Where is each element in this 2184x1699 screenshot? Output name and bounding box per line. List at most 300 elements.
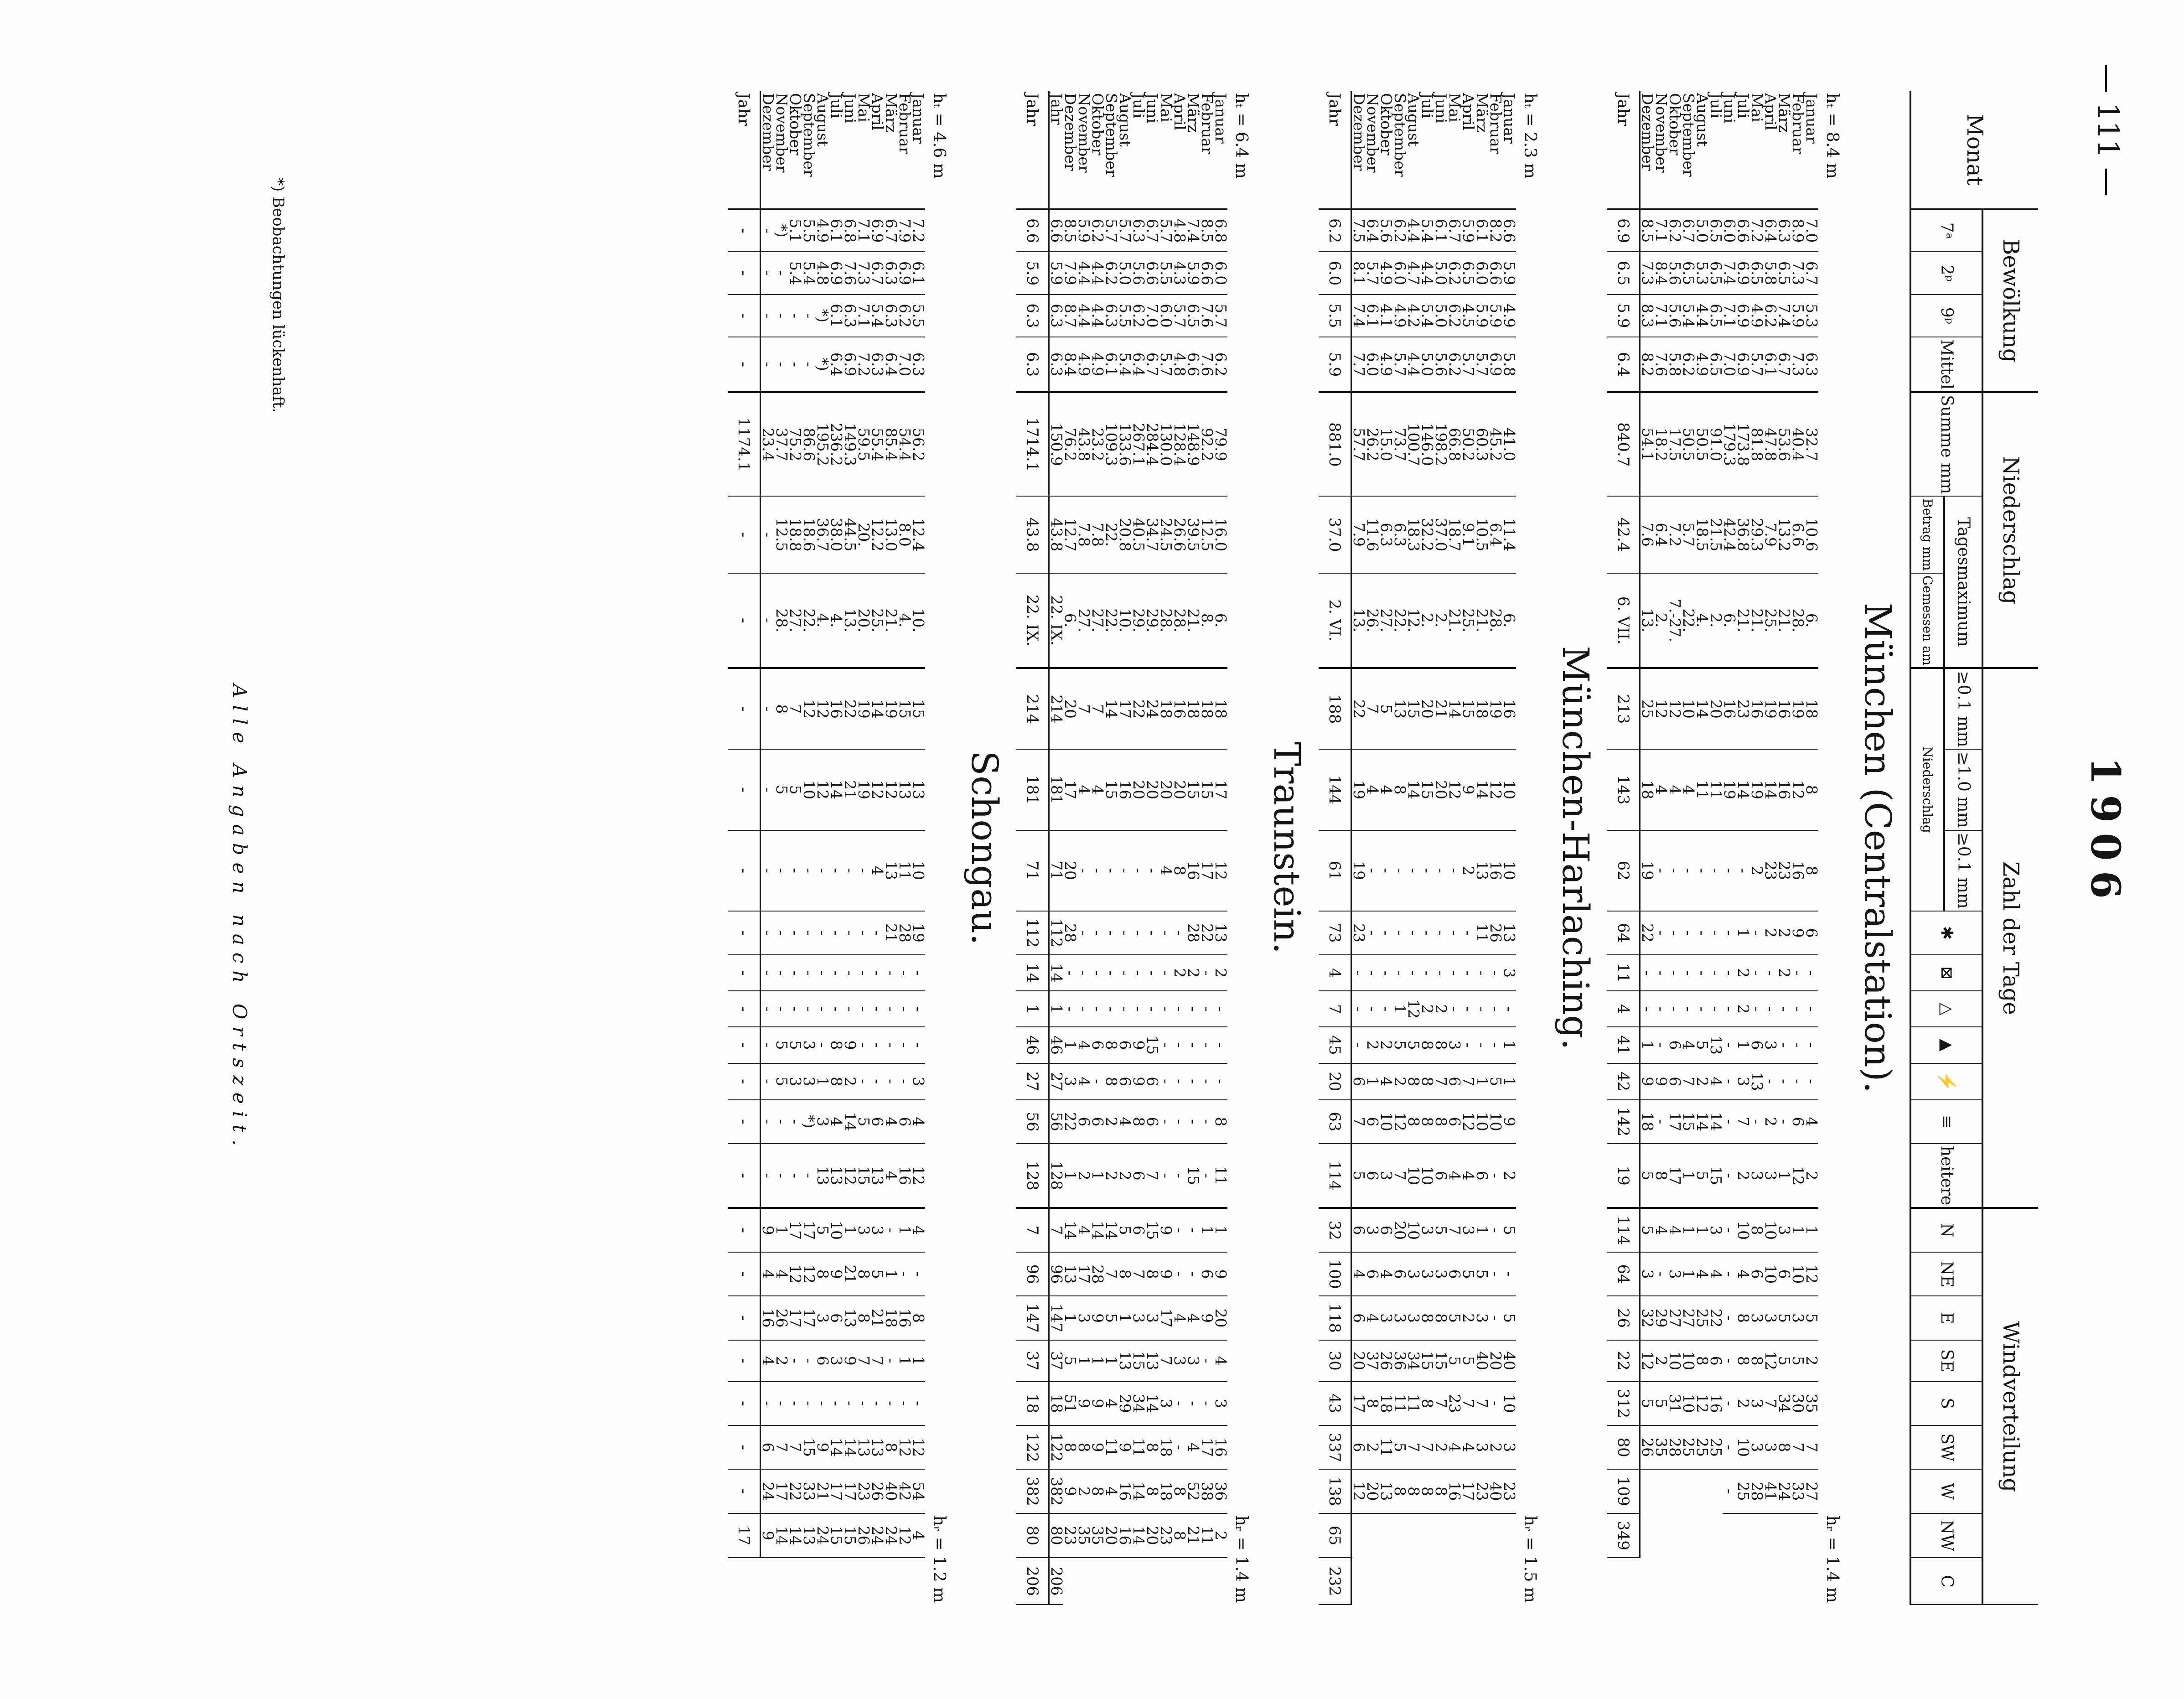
data-cell: 17 xyxy=(1461,1469,1475,1513)
data-cell: - xyxy=(1091,955,1104,991)
data-cell: 7.0 xyxy=(1723,337,1736,392)
data-cell: 8 xyxy=(1420,1296,1434,1340)
month-cell: Juni xyxy=(1723,91,1736,209)
data-cell: - xyxy=(1132,955,1145,991)
data-cell: 22 xyxy=(1200,911,1214,955)
data-cell: 28. xyxy=(1159,573,1173,668)
data-cell: - xyxy=(1393,955,1407,991)
data-cell: 22 xyxy=(1132,668,1145,749)
data-cell: 6 xyxy=(898,1100,911,1144)
data-cell: 1 xyxy=(898,1340,911,1382)
data-cell: 5 xyxy=(1654,1382,1668,1425)
header-summe: Summe mm xyxy=(1910,392,1982,496)
data-cell: 42.4 xyxy=(1723,496,1736,573)
data-cell: 3 xyxy=(857,1208,870,1252)
table-row xyxy=(1351,91,1366,1605)
header-wind-c: C xyxy=(1910,1558,1982,1605)
data-cell: 1 xyxy=(884,1252,898,1296)
data-cell: 1 xyxy=(1063,1296,1077,1340)
data-cell: - xyxy=(1489,991,1502,1027)
data-cell: 14 xyxy=(1448,668,1461,749)
total-label: Jahr xyxy=(1319,91,1351,209)
total-cell: 4 xyxy=(1607,991,1640,1027)
data-cell: 10 xyxy=(1736,1425,1750,1469)
data-cell: 8 xyxy=(1132,1100,1145,1144)
data-cell: 12 xyxy=(816,668,829,749)
data-cell: 17 xyxy=(1063,749,1077,830)
data-cell: 28. xyxy=(1791,573,1805,668)
data-cell: 10 xyxy=(911,830,925,911)
data-cell: - xyxy=(898,1063,911,1100)
month-cell: August xyxy=(1695,91,1709,209)
data-cell: 5.7 xyxy=(1750,337,1764,392)
month-cell: Oktober xyxy=(1091,91,1104,209)
data-cell: 173.8 xyxy=(1736,392,1750,496)
data-cell: 15 xyxy=(829,1513,843,1558)
data-cell: 7.2 xyxy=(1668,496,1682,573)
data-cell: 1 xyxy=(1736,1027,1750,1063)
data-cell: 4. xyxy=(816,573,829,668)
data-cell: 2 xyxy=(1104,1100,1118,1144)
data-cell: 10 xyxy=(1420,1144,1434,1208)
data-cell: - xyxy=(761,955,775,991)
data-cell: 4 xyxy=(1682,749,1695,830)
data-cell: 6.5 xyxy=(1709,295,1723,337)
station-ht: hₜ = 6.4 m xyxy=(1232,93,1251,179)
data-cell: 2 xyxy=(1736,955,1750,991)
data-cell: 44.5 xyxy=(843,496,857,573)
total-cell: 46 xyxy=(1016,1027,1049,1063)
data-cell: 12 xyxy=(1640,1340,1655,1382)
data-cell: - xyxy=(1186,1100,1200,1144)
data-cell: 10 xyxy=(1791,1252,1805,1296)
data-cell: 13 xyxy=(1063,1252,1077,1296)
data-cell: 5.5 xyxy=(911,295,925,337)
data-cell: 11.6 xyxy=(1366,496,1379,573)
data-cell: - xyxy=(816,911,829,955)
data-cell: 6.1 xyxy=(829,209,843,252)
month-cell: Jahr xyxy=(1049,91,1064,209)
data-cell: 54 xyxy=(911,1469,925,1513)
data-cell: 6. xyxy=(1805,573,1818,668)
data-cell: 50.2 xyxy=(1461,392,1475,496)
data-cell: - xyxy=(1173,991,1186,1027)
data-cell: 25 xyxy=(1640,668,1655,749)
data-cell: 22. xyxy=(1393,573,1407,668)
data-cell: 4.4 xyxy=(1407,337,1420,392)
data-cell: 8 xyxy=(1393,1469,1407,1513)
data-cell: 6.6 xyxy=(1736,209,1750,252)
data-cell: 10 xyxy=(1407,1144,1420,1208)
data-cell: - xyxy=(1145,830,1159,911)
data-cell: 20 xyxy=(1145,749,1159,830)
data-cell: 50.5 xyxy=(1695,392,1709,496)
data-cell: 17 xyxy=(788,1296,802,1340)
total-cell: 128 xyxy=(1016,1144,1049,1208)
data-cell: 7.4 xyxy=(1186,209,1200,252)
data-cell: 2 xyxy=(1420,991,1434,1027)
data-cell: 20. xyxy=(857,496,870,573)
data-cell: 16 xyxy=(1173,668,1186,749)
data-cell: - xyxy=(911,1382,925,1425)
data-cell: 7 xyxy=(1393,1144,1407,1208)
data-cell: 10 xyxy=(1502,749,1516,830)
data-cell: 5.7 xyxy=(1173,295,1186,337)
data-cell: 2 xyxy=(1736,1382,1750,1425)
data-cell: 11 xyxy=(1214,1144,1227,1208)
header-zahl-der-tage: Zahl der Tage xyxy=(1982,668,2038,1208)
data-cell: 2 xyxy=(1393,1063,1407,1100)
data-cell: 4 xyxy=(1682,1027,1695,1063)
data-cell: 6 xyxy=(1709,1340,1723,1382)
data-cell: 13. xyxy=(1640,573,1655,668)
total-cell: 14 xyxy=(1016,955,1049,991)
month-cell: November xyxy=(1077,91,1091,209)
station-name: München (Centralstation). xyxy=(1857,602,1899,1093)
data-cell: 2. xyxy=(1420,573,1434,668)
data-cell: 5.7 xyxy=(1682,496,1695,573)
data-cell: 5.4 xyxy=(1420,295,1434,337)
data-cell: 181 xyxy=(1049,749,1064,830)
data-cell: 8 xyxy=(1777,1425,1791,1469)
month-cell: Juli xyxy=(1132,91,1145,209)
data-cell: 198.2 xyxy=(1434,392,1448,496)
data-cell: - xyxy=(1489,1144,1502,1208)
data-cell: 2 xyxy=(1077,1144,1091,1208)
data-cell: 4 xyxy=(1366,1296,1379,1340)
data-cell: 2 xyxy=(1461,1296,1475,1340)
data-cell: - xyxy=(1461,911,1475,955)
data-cell: 26 xyxy=(775,1296,788,1340)
data-cell: 8.7 xyxy=(1063,295,1077,337)
month-cell: Oktober xyxy=(1668,91,1682,209)
data-cell: 8 xyxy=(1063,1425,1077,1469)
month-cell: September xyxy=(1393,91,1407,209)
data-cell: 6.3 xyxy=(1393,496,1407,573)
data-cell: 13 xyxy=(1118,1340,1132,1382)
data-cell: 20 xyxy=(1434,749,1448,830)
data-cell: 9 xyxy=(761,1513,775,1558)
data-cell: 4 xyxy=(1668,749,1682,830)
data-cell: 4 xyxy=(1709,1063,1723,1100)
data-cell: - xyxy=(1640,991,1655,1027)
total-cell: 42 xyxy=(1607,1063,1640,1100)
data-cell: 16 xyxy=(829,668,843,749)
data-cell: 14 xyxy=(829,749,843,830)
data-cell: - xyxy=(1764,955,1777,991)
data-cell: 5.0 xyxy=(1118,252,1132,294)
total-cell: - xyxy=(728,1144,761,1208)
header-wind-ne: NE xyxy=(1910,1252,1982,1296)
data-cell: - xyxy=(884,991,898,1027)
data-cell: 45.2 xyxy=(1489,392,1502,496)
data-cell: 8 xyxy=(1434,1296,1448,1340)
data-cell: - xyxy=(1695,830,1709,911)
data-cell: 1 xyxy=(1682,1144,1695,1208)
rotated-page xyxy=(73,91,2038,1605)
data-cell: 4 xyxy=(829,1100,843,1144)
header-tagesmaximum: Tagesmaximum xyxy=(1944,496,1982,668)
data-cell: - xyxy=(1173,1027,1186,1063)
hail-icon: △ xyxy=(1910,991,1982,1027)
total-label: Jahr xyxy=(1607,91,1640,209)
month-cell: Dezember xyxy=(761,91,775,209)
data-cell: 7 xyxy=(1764,1382,1777,1425)
data-cell: *) xyxy=(802,1100,816,1144)
data-cell: 9 xyxy=(1077,1382,1091,1425)
data-cell: 14 xyxy=(775,1513,788,1558)
total-cell: - xyxy=(728,955,761,991)
data-cell: 6.3 xyxy=(1049,337,1064,392)
data-cell: - xyxy=(843,1382,857,1425)
data-cell: - xyxy=(1723,1252,1736,1296)
data-cell: 214 xyxy=(1049,668,1064,749)
data-cell: - xyxy=(1791,955,1805,991)
total-cell: 6.6 xyxy=(1016,209,1049,252)
data-cell: 14 xyxy=(1695,1100,1709,1144)
data-cell: - xyxy=(1750,955,1764,991)
data-cell: 6 xyxy=(1366,1252,1379,1296)
data-cell: 3 xyxy=(1764,1144,1777,1208)
data-cell: 17 xyxy=(788,1208,802,1252)
total-cell: 881.0 xyxy=(1319,392,1351,496)
month-cell: September xyxy=(1104,91,1118,209)
data-cell: 7 xyxy=(1366,668,1379,749)
data-cell: 6 xyxy=(1145,1063,1159,1100)
data-cell: 26 xyxy=(857,1513,870,1558)
data-cell: 7 xyxy=(1077,668,1091,749)
data-cell: 10 xyxy=(1682,668,1695,749)
data-cell: 81.8 xyxy=(1750,392,1764,496)
data-cell: 3 xyxy=(1159,1382,1173,1425)
total-cell: 17 xyxy=(728,1513,761,1558)
data-cell: 3 xyxy=(1379,1144,1393,1208)
header-heitere: heitere xyxy=(1910,1144,1982,1208)
data-cell: 6.5 xyxy=(1186,295,1200,337)
data-cell: 1 xyxy=(1695,1208,1709,1252)
data-cell: 7 xyxy=(1049,1208,1064,1252)
data-cell: - xyxy=(1723,1100,1736,1144)
data-cell: - xyxy=(1461,1027,1475,1063)
data-cell: 13 xyxy=(898,749,911,830)
data-cell: 1 xyxy=(1063,1144,1077,1208)
data-cell: 22. xyxy=(1104,573,1118,668)
data-cell: 28. xyxy=(1489,573,1502,668)
data-cell: 2 xyxy=(843,1063,857,1100)
data-cell: - xyxy=(1420,955,1434,991)
data-cell: 20 xyxy=(1104,1513,1118,1558)
data-cell: 5 xyxy=(1695,1027,1709,1063)
month-cell: März xyxy=(884,91,898,209)
data-cell: - xyxy=(1104,830,1118,911)
data-cell: 19 xyxy=(1351,830,1366,911)
data-cell: 6.7 xyxy=(870,252,884,294)
data-cell: 7 xyxy=(1448,1208,1461,1252)
data-cell: 6.2 xyxy=(898,295,911,337)
data-cell: 5 xyxy=(1489,1063,1502,1100)
data-cell: 1 xyxy=(1805,1208,1818,1252)
data-cell: 12 xyxy=(1764,1340,1777,1382)
data-cell: 1 xyxy=(1091,1144,1104,1208)
data-cell: 22 xyxy=(1351,668,1366,749)
data-cell: 4 xyxy=(911,1100,925,1144)
data-cell: - xyxy=(1132,830,1145,911)
data-cell: 2 xyxy=(1186,955,1200,991)
data-cell: 18 xyxy=(1640,749,1655,830)
data-cell: - xyxy=(775,337,788,392)
data-cell: - xyxy=(1118,911,1132,955)
data-cell: 7 xyxy=(1091,668,1104,749)
data-cell: 3 xyxy=(1366,1208,1379,1252)
data-cell: 5 xyxy=(1777,1340,1791,1382)
data-cell: 5 xyxy=(1448,1340,1461,1382)
data-cell: 6.1 xyxy=(1764,337,1777,392)
data-cell: 1 xyxy=(1736,911,1750,955)
data-cell: 12 xyxy=(1695,1382,1709,1425)
data-cell: 12 xyxy=(788,1252,802,1296)
data-cell: - xyxy=(788,337,802,392)
total-row xyxy=(728,91,761,1605)
data-cell: 27. xyxy=(1379,573,1393,668)
data-cell: 5.6 xyxy=(1132,252,1145,294)
data-cell: 31 xyxy=(1668,1382,1682,1425)
data-cell: 1 xyxy=(1640,1027,1655,1063)
data-cell: - xyxy=(1805,1027,1818,1063)
month-cell: Juli xyxy=(829,91,843,209)
header-ge10: ≥1.0 mm xyxy=(1944,749,1982,830)
total-cell: - xyxy=(728,749,761,830)
data-cell: 14 xyxy=(1063,1208,1077,1252)
total-cell: 7 xyxy=(1016,1208,1049,1252)
data-cell: 3 xyxy=(1750,1382,1764,1425)
data-cell: 6.2 xyxy=(1393,209,1407,252)
data-cell: 21. xyxy=(1475,573,1489,668)
data-cell: - xyxy=(1145,991,1159,1027)
data-cell: 5.4 xyxy=(870,295,884,337)
data-cell: 22 xyxy=(1063,1100,1077,1144)
data-cell: 5 xyxy=(1777,1296,1791,1340)
data-cell: 6 xyxy=(1475,1144,1489,1208)
data-cell: - xyxy=(802,337,816,392)
data-cell: - xyxy=(898,1382,911,1425)
data-cell: 32.2 xyxy=(1420,496,1434,573)
data-cell: - xyxy=(1805,955,1818,991)
data-cell: 56 xyxy=(1049,1100,1064,1144)
data-cell: - xyxy=(1448,830,1461,911)
data-cell: 10 xyxy=(1764,1208,1777,1252)
data-cell: - xyxy=(1723,1340,1736,1382)
data-cell: 6.9 xyxy=(870,209,884,252)
data-cell: 15 xyxy=(1200,749,1214,830)
data-cell: 8. xyxy=(1200,573,1214,668)
data-cell: 3 xyxy=(1777,1208,1791,1252)
data-cell: - xyxy=(1077,911,1091,955)
data-cell: 4.9 xyxy=(1077,337,1091,392)
data-cell: 7 xyxy=(870,1340,884,1382)
month-cell: November xyxy=(1366,91,1379,209)
data-cell: 8 xyxy=(1104,1063,1118,1100)
data-cell: 4 xyxy=(870,830,884,911)
data-cell: 5 xyxy=(1461,1252,1475,1296)
total-cell: 73 xyxy=(1319,911,1351,955)
data-cell: 20 xyxy=(1173,749,1186,830)
data-cell: 15.0 xyxy=(1379,392,1393,496)
data-cell: 66.8 xyxy=(1448,392,1461,496)
data-cell: 13 xyxy=(816,1144,829,1208)
data-cell: 18 xyxy=(1475,668,1489,749)
data-cell: 6.3 xyxy=(884,295,898,337)
data-cell: - xyxy=(1682,955,1695,991)
data-cell: 21 xyxy=(1186,1513,1200,1558)
data-cell: 3 xyxy=(1750,1425,1764,1469)
data-cell: 2 xyxy=(1777,955,1791,991)
data-cell: - xyxy=(857,955,870,991)
data-cell: 6 xyxy=(1366,1100,1379,1144)
data-cell: 2 xyxy=(1434,991,1448,1027)
data-cell: 4 xyxy=(1118,1100,1132,1144)
data-cell: 3 xyxy=(1393,1296,1407,1340)
data-cell: 6 xyxy=(1448,1063,1461,1100)
station-ht: hₜ = 8.4 m xyxy=(1823,93,1842,179)
data-cell: 4.9 xyxy=(816,209,829,252)
data-cell: 21.5 xyxy=(1709,496,1723,573)
data-cell: 7.-27. xyxy=(1668,573,1682,668)
data-cell: 25. xyxy=(1461,573,1475,668)
thunderstorm-icon: ▲ xyxy=(1910,1027,1982,1063)
data-cell: - xyxy=(761,1063,775,1100)
data-cell: - xyxy=(857,1382,870,1425)
data-cell: 6.1 xyxy=(1366,295,1379,337)
data-cell: 6 xyxy=(1351,1063,1366,1100)
header-ge01b: ≥0.1 mm xyxy=(1944,830,1982,911)
data-cell: - xyxy=(775,1100,788,1144)
data-cell: 8 xyxy=(857,1296,870,1340)
total-cell: 6.3 xyxy=(1016,337,1049,392)
data-cell: 8 xyxy=(1077,1425,1091,1469)
data-cell: 6 xyxy=(1132,1208,1145,1252)
data-cell: 148.9 xyxy=(1186,392,1200,496)
data-cell: - xyxy=(761,295,775,337)
station-name: Schongau. xyxy=(963,751,1006,945)
data-cell: 5.6 xyxy=(1668,295,1682,337)
data-cell: 9 xyxy=(816,1425,829,1469)
total-cell: - xyxy=(728,1063,761,1100)
data-cell: 3 xyxy=(1132,1296,1145,1340)
total-cell: 20 xyxy=(1319,1063,1351,1100)
data-cell: 15 xyxy=(1420,749,1434,830)
station-hr: hᵣ = 1.4 m xyxy=(1232,1515,1251,1603)
total-cell: 6.9 xyxy=(1607,209,1640,252)
data-cell: 18 xyxy=(1049,1382,1064,1425)
data-cell: - xyxy=(1420,911,1434,955)
data-cell: 6.6 xyxy=(1791,496,1805,573)
data-cell: 17 xyxy=(1668,1100,1682,1144)
data-cell: 8.3 xyxy=(1640,295,1655,337)
data-cell: 6 xyxy=(1434,1144,1448,1208)
data-cell: 25. xyxy=(1764,573,1777,668)
data-cell: 17 xyxy=(1200,830,1214,911)
data-cell: 6 xyxy=(1805,911,1818,955)
data-cell: - xyxy=(1214,991,1227,1027)
data-cell: 14 xyxy=(843,1425,857,1469)
data-cell: 13 xyxy=(1379,1469,1393,1513)
data-cell: 24 xyxy=(1777,1469,1791,1513)
data-cell: 5.0 xyxy=(1434,295,1448,337)
data-cell: 5 xyxy=(1393,1425,1407,1469)
station-title-row xyxy=(952,91,1016,1605)
data-cell: 2 xyxy=(1736,991,1750,1027)
data-cell: 1 xyxy=(1063,1027,1077,1063)
